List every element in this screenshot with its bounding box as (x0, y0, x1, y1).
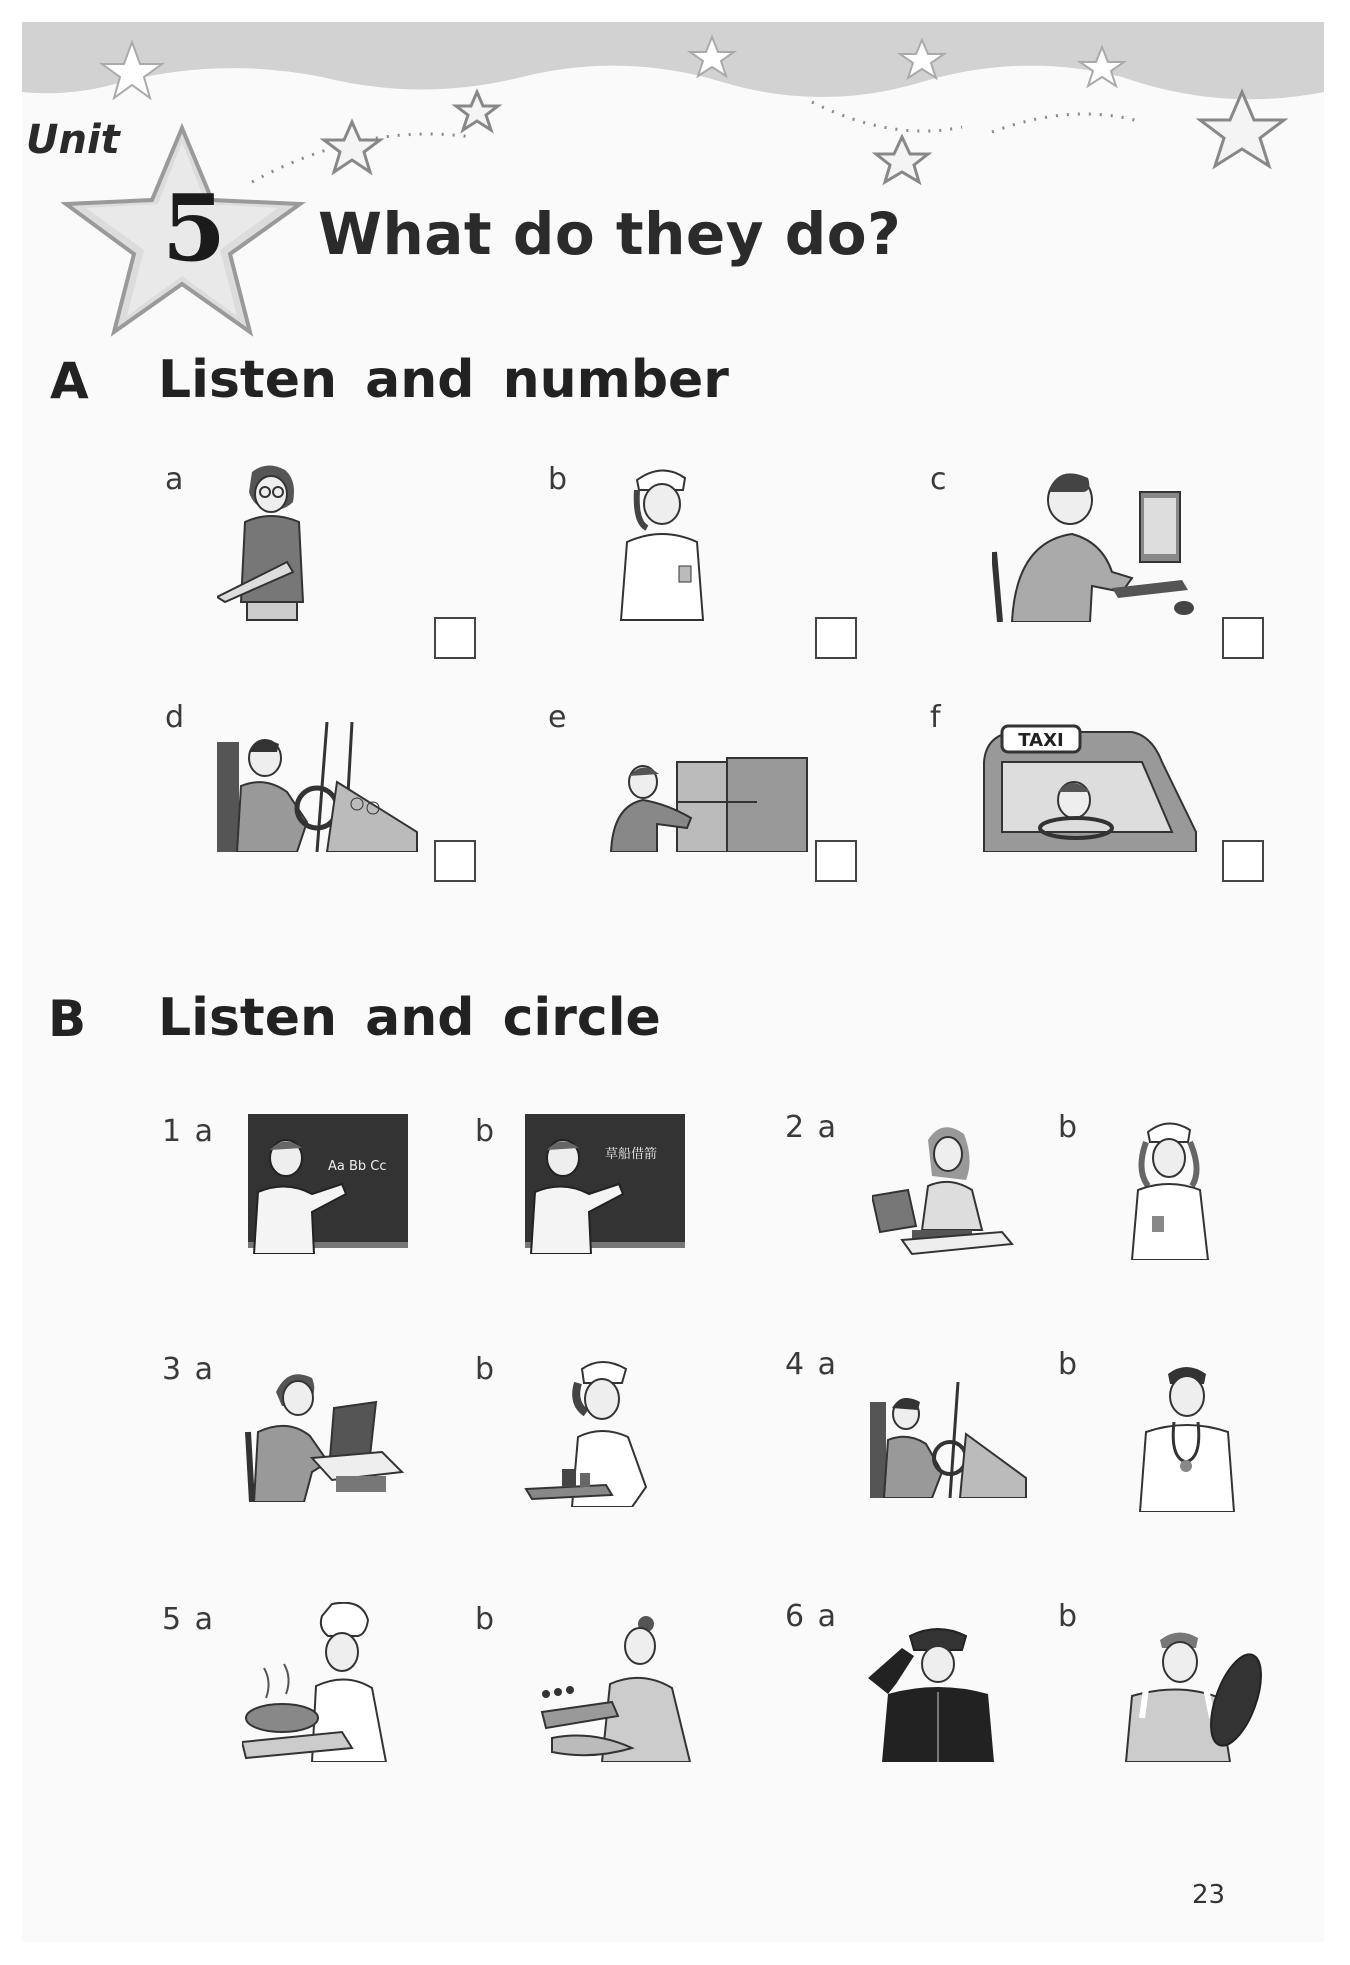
page-number: 23 (1192, 1880, 1226, 1910)
item-e-label: e (548, 700, 567, 735)
question-2-option-b: b (1058, 1110, 1078, 1145)
question-6-number: 6 a (785, 1599, 839, 1634)
workbook-page (22, 22, 1324, 1942)
answer-box-e[interactable] (815, 840, 857, 882)
police-officer-saluting-illustration[interactable] (862, 1622, 1012, 1762)
item-d-label: d (165, 700, 185, 735)
taxi-driver-illustration (982, 722, 1202, 852)
nurse-portrait-illustration[interactable] (1122, 1120, 1217, 1260)
dotted-star-trail (242, 82, 1322, 202)
driver-at-wheel-illustration[interactable] (870, 1382, 1028, 1498)
woman-with-laptop-illustration[interactable] (872, 1120, 1022, 1258)
nurse-illustration (607, 462, 717, 622)
page-title: What do they do? (318, 200, 902, 268)
question-2-number: 2 a (785, 1110, 839, 1145)
section-a-letter: A (50, 352, 89, 410)
item-f-label: f (930, 700, 941, 735)
farmer-with-hat-illustration[interactable] (1120, 1622, 1270, 1762)
section-b-letter: B (48, 990, 87, 1048)
answer-box-f[interactable] (1222, 840, 1264, 882)
woman-at-laptop-desk-illustration[interactable] (242, 1362, 412, 1502)
taxi-sign-text: TAXI (1018, 730, 1064, 751)
item-c-label: c (930, 462, 947, 497)
teacher-blackboard-chinese-illustration[interactable] (525, 1114, 685, 1254)
answer-box-b[interactable] (815, 617, 857, 659)
man-at-computer-illustration (992, 462, 1202, 622)
question-3-number: 3 a (162, 1352, 216, 1387)
question-6-option-b: b (1058, 1599, 1078, 1634)
unit-label: Unit (26, 117, 120, 163)
question-4-number: 4 a (785, 1347, 839, 1382)
question-1-option-b: b (475, 1114, 495, 1149)
teacher-blackboard-abc-illustration[interactable] (248, 1114, 408, 1254)
teacher-with-ruler-illustration (217, 462, 337, 622)
woman-cutting-fabric-illustration[interactable] (522, 1612, 697, 1762)
section-b-title: Listen and circle (158, 988, 661, 1048)
chef-cooking-illustration[interactable] (242, 1602, 422, 1762)
item-a-label: a (165, 462, 184, 497)
question-5-number: 5 a (162, 1602, 216, 1637)
item-b-label: b (548, 462, 568, 497)
board-a-text: Aa Bb Cc (328, 1159, 387, 1174)
factory-worker-illustration (607, 752, 817, 852)
answer-box-a[interactable] (434, 617, 476, 659)
doctor-with-stethoscope-illustration[interactable] (1134, 1362, 1240, 1512)
nurse-with-tray-illustration[interactable] (522, 1357, 682, 1507)
section-a-title: Listen and number (158, 350, 729, 410)
question-3-option-b: b (475, 1352, 495, 1387)
question-5-option-b: b (475, 1602, 495, 1637)
question-1-number: 1 a (162, 1114, 216, 1149)
question-4-option-b: b (1058, 1347, 1078, 1382)
answer-box-d[interactable] (434, 840, 476, 882)
board-b-text: 草船借箭 (605, 1147, 658, 1162)
bus-driver-illustration (217, 722, 422, 852)
answer-box-c[interactable] (1222, 617, 1264, 659)
unit-number: 5 (162, 174, 227, 282)
